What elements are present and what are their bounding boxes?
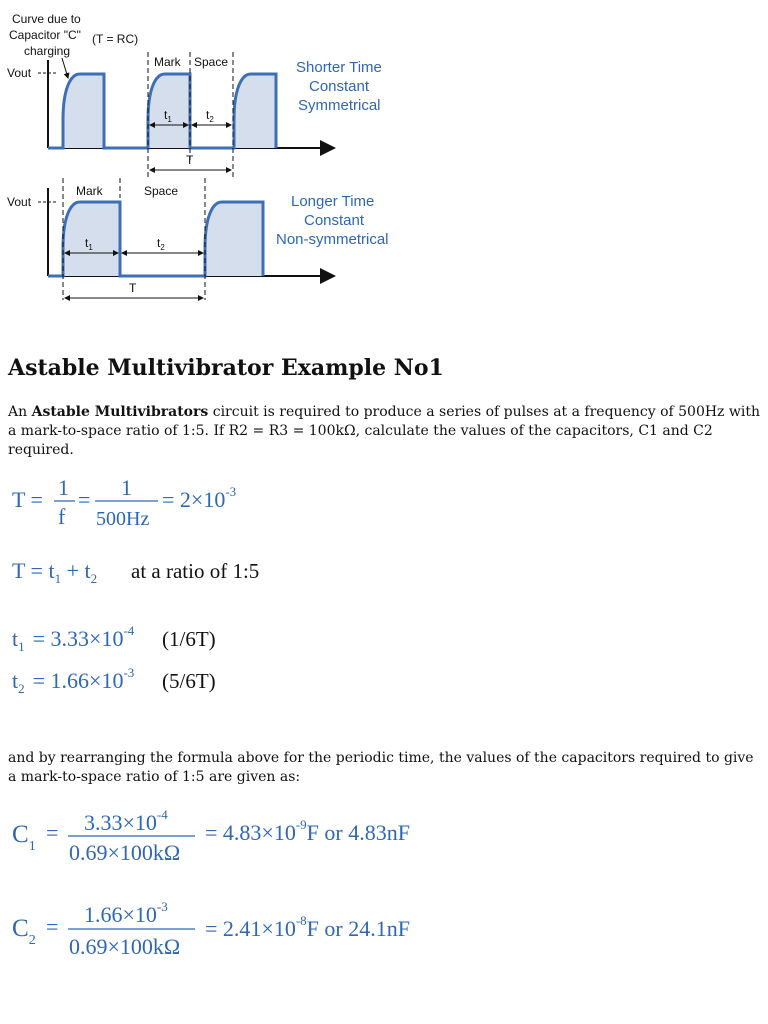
eq4-note: (5/6T)	[162, 669, 216, 693]
bottom-caption-line3: Non-symmetrical	[276, 231, 389, 248]
eq2-ratio: at a ratio of 1:5	[131, 559, 260, 583]
eq6-num: $1.66\times 10^{-3}$	[84, 899, 168, 927]
intro-paragraph	[8, 403, 763, 460]
top-caption-line2: Constant	[309, 78, 370, 95]
eq6-den: 0.69×100kΩ	[69, 934, 181, 959]
eq5-den: 0.69×100kΩ	[69, 840, 181, 865]
period-label-top: T	[186, 153, 194, 167]
eq1-eq: =	[78, 487, 91, 512]
eq3-note: (1/6T)	[162, 627, 216, 651]
eq1-lhs: T =	[12, 487, 43, 512]
bottom-caption-line1: Longer Time	[291, 193, 375, 210]
eq6-result: = $2.41\times 10^{-8}F$ or 24.1nF	[205, 913, 410, 941]
eq1-num2: 1	[121, 475, 132, 500]
intro-lead: An	[8, 404, 32, 420]
intro-rest: circuit is required to produce a series of pulses at a frequency of 500Hz with a mark-to-space ratio of 1:5. If R2 = R3 = 100kΩ, calculate the values of the capacitors, C1 and C2 required.	[8, 404, 760, 458]
vout-label-bottom: Vout	[7, 195, 32, 209]
eq5-num: $3.33\times 10^{-4}$	[84, 807, 168, 835]
t1-label-bottom: $t_1$	[85, 236, 93, 252]
space-label-bottom: Space	[144, 184, 179, 198]
equations-capacitors	[0, 800, 768, 980]
mark-label-bottom: Mark	[76, 184, 103, 198]
pulse-bottom-1	[63, 202, 120, 276]
charging-note-line3: charging	[24, 44, 71, 58]
eq3-expr: $t_1 = 3.33\times 10^{-4}$	[12, 623, 135, 654]
eq1-den2: 500Hz	[96, 508, 150, 530]
waveform-diagram	[0, 0, 400, 310]
equations-period	[0, 470, 768, 730]
eq6-eq: =	[46, 914, 59, 939]
top-caption-line1: Shorter Time	[296, 59, 382, 76]
eq1-rhs: = $2\times 10^{-3}$	[162, 484, 237, 512]
eq2-expr: $T = t_1 + t_2$	[12, 558, 98, 586]
top-caption-line3: Symmetrical	[298, 97, 381, 114]
t1-label-top: $t_1$	[164, 108, 172, 124]
mark-label-top: Mark	[154, 55, 181, 69]
tau-note: (T = RC)	[92, 32, 139, 46]
bottom-caption-line2: Constant	[304, 212, 365, 229]
eq1-den1: f	[58, 504, 66, 529]
eq5-var: $C_1$	[12, 821, 36, 854]
period-label-bottom: T	[129, 281, 137, 295]
space-label-top: Space	[194, 55, 229, 69]
eq6-var: $C_2$	[12, 915, 36, 948]
eq5-result: = $4.83\times 10^{-9}F$ or 4.83nF	[205, 817, 410, 845]
vout-label-top: Vout	[7, 66, 32, 80]
eq4-expr: $t_2 = 1.66\times 10^{-3}$	[12, 665, 135, 696]
charging-note-line1: Curve due to	[12, 12, 81, 26]
charging-pointer-arrow	[62, 58, 68, 78]
rearrange-paragraph: and by rearranging the formula above for the periodic time, the values of the capacitors required to give a mark-to-space ratio of 1:5 are given as:	[8, 750, 754, 785]
eq1-num1: 1	[58, 475, 69, 500]
pulse-bottom-2	[205, 202, 263, 276]
intro-bold: Astable Multivibrators	[31, 404, 209, 420]
page-title: Astable Multivibrator Example No1	[8, 355, 444, 381]
eq5-eq: =	[46, 820, 59, 845]
t2-label-bottom: $t_2$	[157, 236, 165, 252]
charging-note-line2: Capacitor "C"	[9, 28, 81, 42]
t2-label-top: $t_2$	[206, 108, 214, 124]
